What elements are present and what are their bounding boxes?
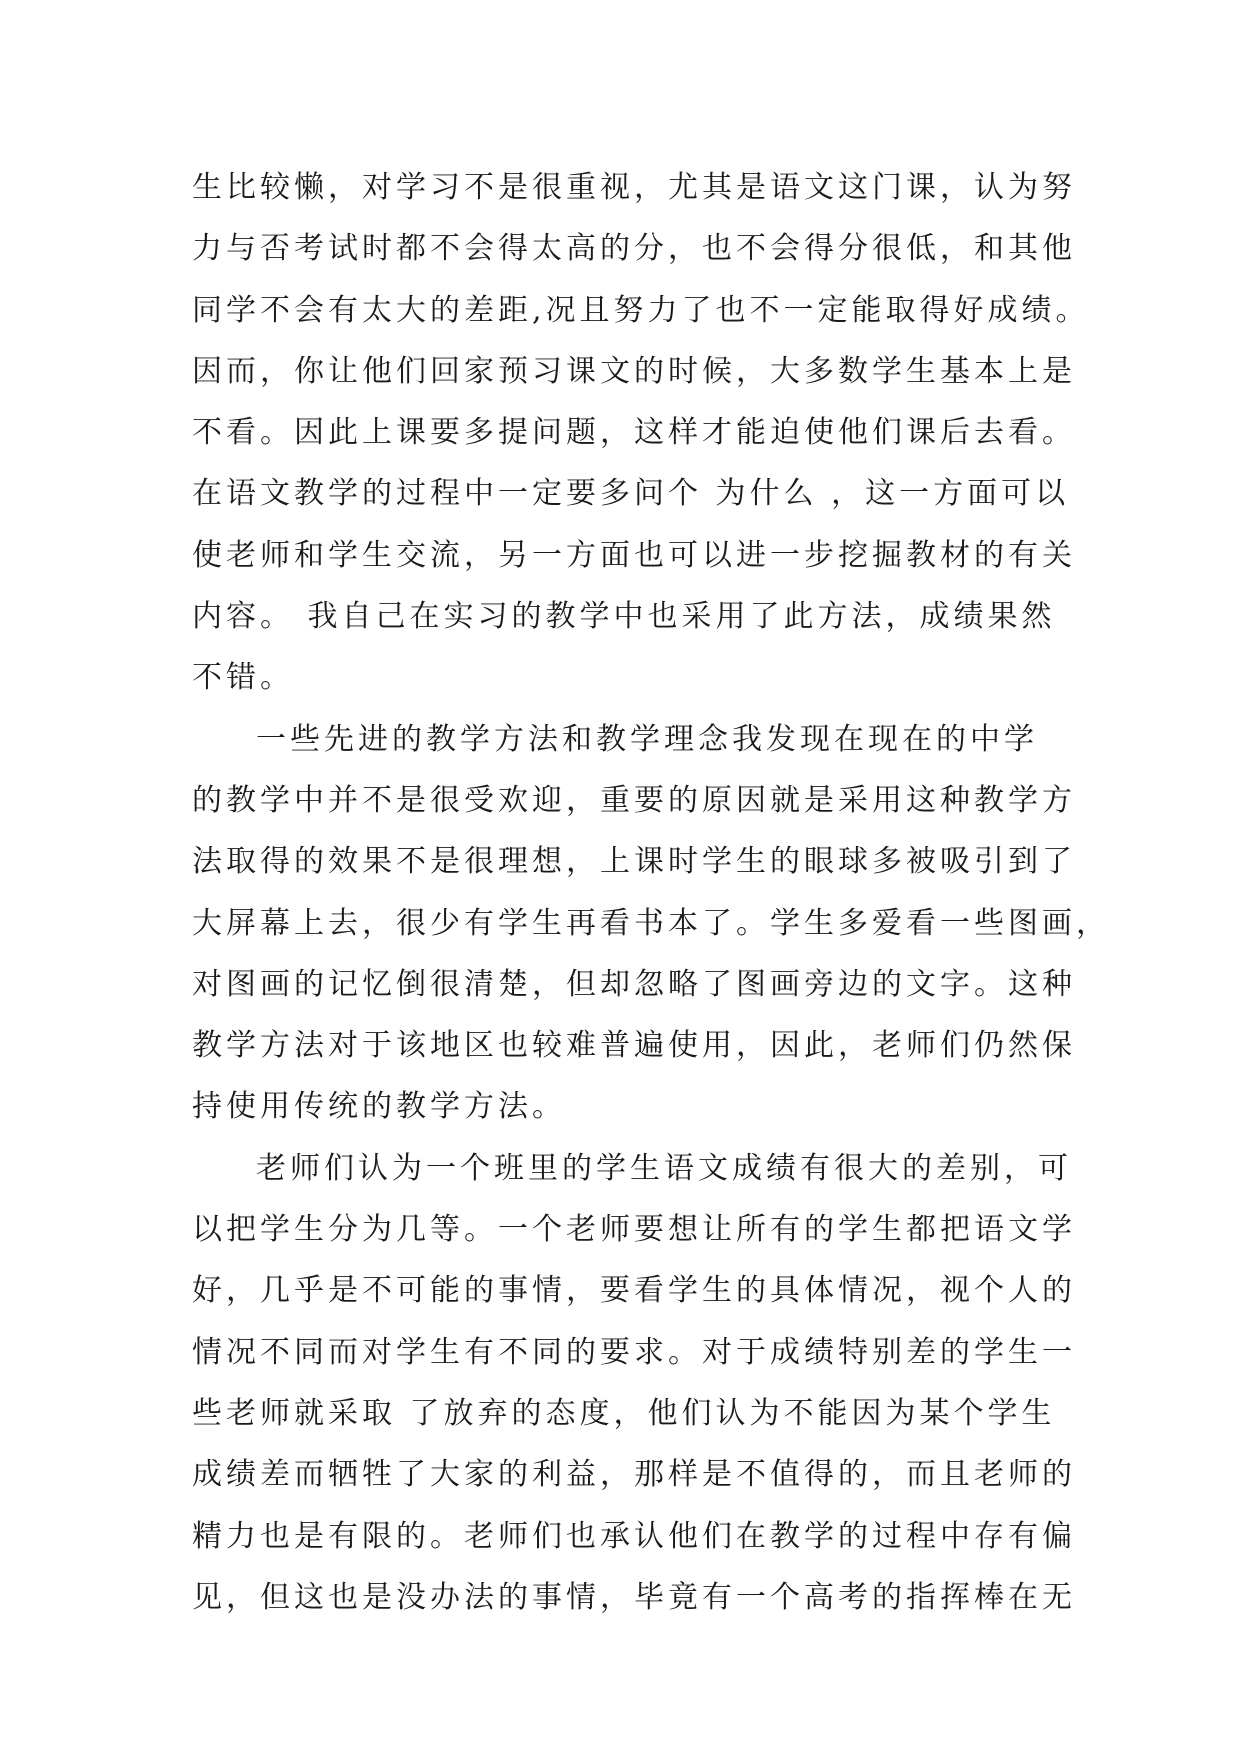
text-line: 使老师和学生交流，另一方面也可以进一步挖掘教材的有关	[192, 537, 1076, 573]
text-line: 老师们认为一个班里的学生语文成绩有很大的差别，可	[256, 1150, 1072, 1186]
text-line: 些老师就采取 了放弃的态度，他们认为不能因为某个学生	[192, 1395, 1056, 1431]
text-line: 内容。 我自己在实习的教学中也采用了此方法，成绩果然	[192, 599, 1056, 635]
body-text	[192, 164, 1110, 1635]
paragraph-1	[192, 164, 1090, 716]
text-line: 法取得的效果不是很理想，上课时学生的眼球多被吸引到了	[192, 844, 1076, 880]
text-line: 生比较懒，对学习不是很重视，尤其是语文这门课，认为努	[192, 170, 1076, 205]
text-line: 持使用传统的教学方法。	[192, 1089, 566, 1125]
paragraph-3	[192, 1145, 1076, 1635]
text-line: 好，几乎是不可能的事情，要看学生的具体情况，视个人的	[192, 1273, 1076, 1309]
text-line: 力与否考试时都不会得太高的分，也不会得分很低，和其他	[192, 231, 1076, 267]
text-line: 不错。	[192, 660, 294, 696]
text-line: 对图画的记忆倒很清楚，但却忽略了图画旁边的文字。这种	[192, 966, 1076, 1002]
text-line: 同学不会有太大的差距,况且努力了也不一定能取得好成绩。	[192, 292, 1090, 328]
text-line: 教学方法对于该地区也较难普遍使用，因此，老师们仍然保	[192, 1028, 1076, 1064]
text-line: 一些先进的教学方法和教学理念我发现在现在的中学	[256, 721, 1038, 757]
text-line: 精力也是有限的。老师们也承认他们在教学的过程中存有偏	[192, 1518, 1076, 1554]
text-line: 见，但这也是没办法的事情，毕竟有一个高考的指挥棒在无	[192, 1579, 1076, 1615]
text-line: 情况不同而对学生有不同的要求。对于成绩特别差的学生一	[192, 1334, 1076, 1370]
text-line: 的教学中并不是很受欢迎，重要的原因就是采用这种教学方	[192, 782, 1076, 818]
paragraph-2	[192, 716, 1110, 1145]
text-line: 因而，你让他们回家预习课文的时候，大多数学生基本上是	[192, 353, 1076, 389]
text-line: 大屏幕上去，很少有学生再看书本了。学生多爱看一些图画，	[192, 905, 1110, 941]
text-line: 以把学生分为几等。一个老师要想让所有的学生都把语文学	[192, 1212, 1076, 1248]
text-line: 成绩差而牺牲了大家的利益，那样是不值得的，而且老师的	[192, 1457, 1076, 1493]
text-line: 不看。因此上课要多提问题，这样才能迫使他们课后去看。	[192, 415, 1076, 451]
text-line: 在语文教学的过程中一定要多问个 为什么 ，这一方面可以	[192, 476, 1070, 512]
